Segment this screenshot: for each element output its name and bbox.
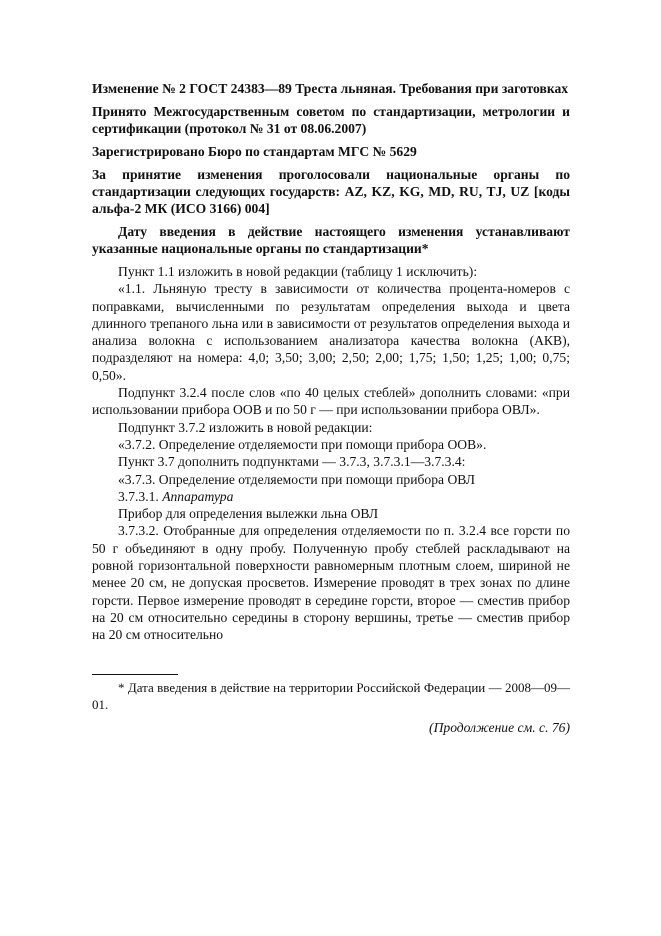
paragraph: «1.1. Льняную тресту в зависимости от количества процента-номеров с поправками, вычисленными по результатам определения выхода и цвета длинного трепаного льна или в зависимости от результатов определения выхода и анализа волокна с использованием анализатора качества волокна (АКВ), подразделяют на номера: 4,0; 3,50; 3,00; 2,50; 2,00; 1,75; 1,50; 1,25; 1,00; 0,75; 0,50».: [92, 281, 570, 383]
paragraph: «3.7.3. Определение отделяемости при помощи прибора ОВЛ: [118, 471, 476, 487]
footnote-divider: [92, 674, 178, 675]
registration-statement: Зарегистрировано Бюро по стандартам МГС № 5629: [92, 144, 417, 159]
amendment-title: Изменение № 2 ГОСТ 24383—89 Треста льняная. Требования при заготовках: [92, 81, 569, 96]
adopted-statement: Принято Межгосударственным советом по стандартизации, метрологии и сертификации (протокол № 31 от 08.06.2007): [92, 104, 570, 136]
paragraph: 3.7.3.2. Отобранные для определения отделяемости по п. 3.2.4 все горсти по 50 г объединяют в одну пробу. Полученную пробу стеблей раскладывают на ровной горизонтальной поверхности равномерным плотным слоем, шириной не менее 20 см, не допуская просветов. Измерение проводят в трех зонах по длине горсти. Первое измерение проводят в середине горсти, второе — сместив прибор на 20 см относительно середины в сторону вершины, третье — сместив прибор на 20 см относительно: [92, 523, 570, 643]
paragraph-apparatus: [92, 488, 570, 505]
footnote: * Дата введения в действие на территории Российской Федерации — 2008—09—01.: [92, 680, 570, 712]
voting-statement: За принятие изменения проголосовали национальные органы по стандартизации следующих государств: AZ, KZ, KG, MD, RU, TJ, UZ [коды альфа-2 МК (ИСО 3166) 004]: [92, 167, 570, 216]
paragraph: Прибор для определения вылежки льна ОВЛ: [118, 506, 379, 522]
paragraph: Пункт 1.1 изложить в новой редакции (таблицу 1 исключить):: [118, 264, 478, 279]
clause-number: 3.7.3.1.: [118, 488, 159, 504]
document-body: [92, 80, 570, 644]
paragraph: Подпункт 3.7.2 изложить в новой редакции:: [118, 419, 373, 435]
continuation-note: (Продолжение см. с. 76): [429, 720, 570, 735]
paragraph: «3.7.2. Определение отделяемости при помощи прибора ООВ».: [118, 436, 487, 452]
apparatus-heading: Аппаратура: [162, 488, 234, 504]
effective-date-statement: Дату введения в действие настоящего изменения устанавливают указанные национальные органы по стандартизации*: [92, 224, 570, 256]
paragraph: Пункт 3.7 дополнить подпунктами — 3.7.3, 3.7.3.1—3.7.3.4:: [118, 454, 466, 470]
paragraph: Подпункт 3.2.4 после слов «по 40 целых стеблей» дополнить словами: «при использовании прибора ООВ и по 50 г — при использовании прибора ОВЛ».: [92, 385, 570, 418]
